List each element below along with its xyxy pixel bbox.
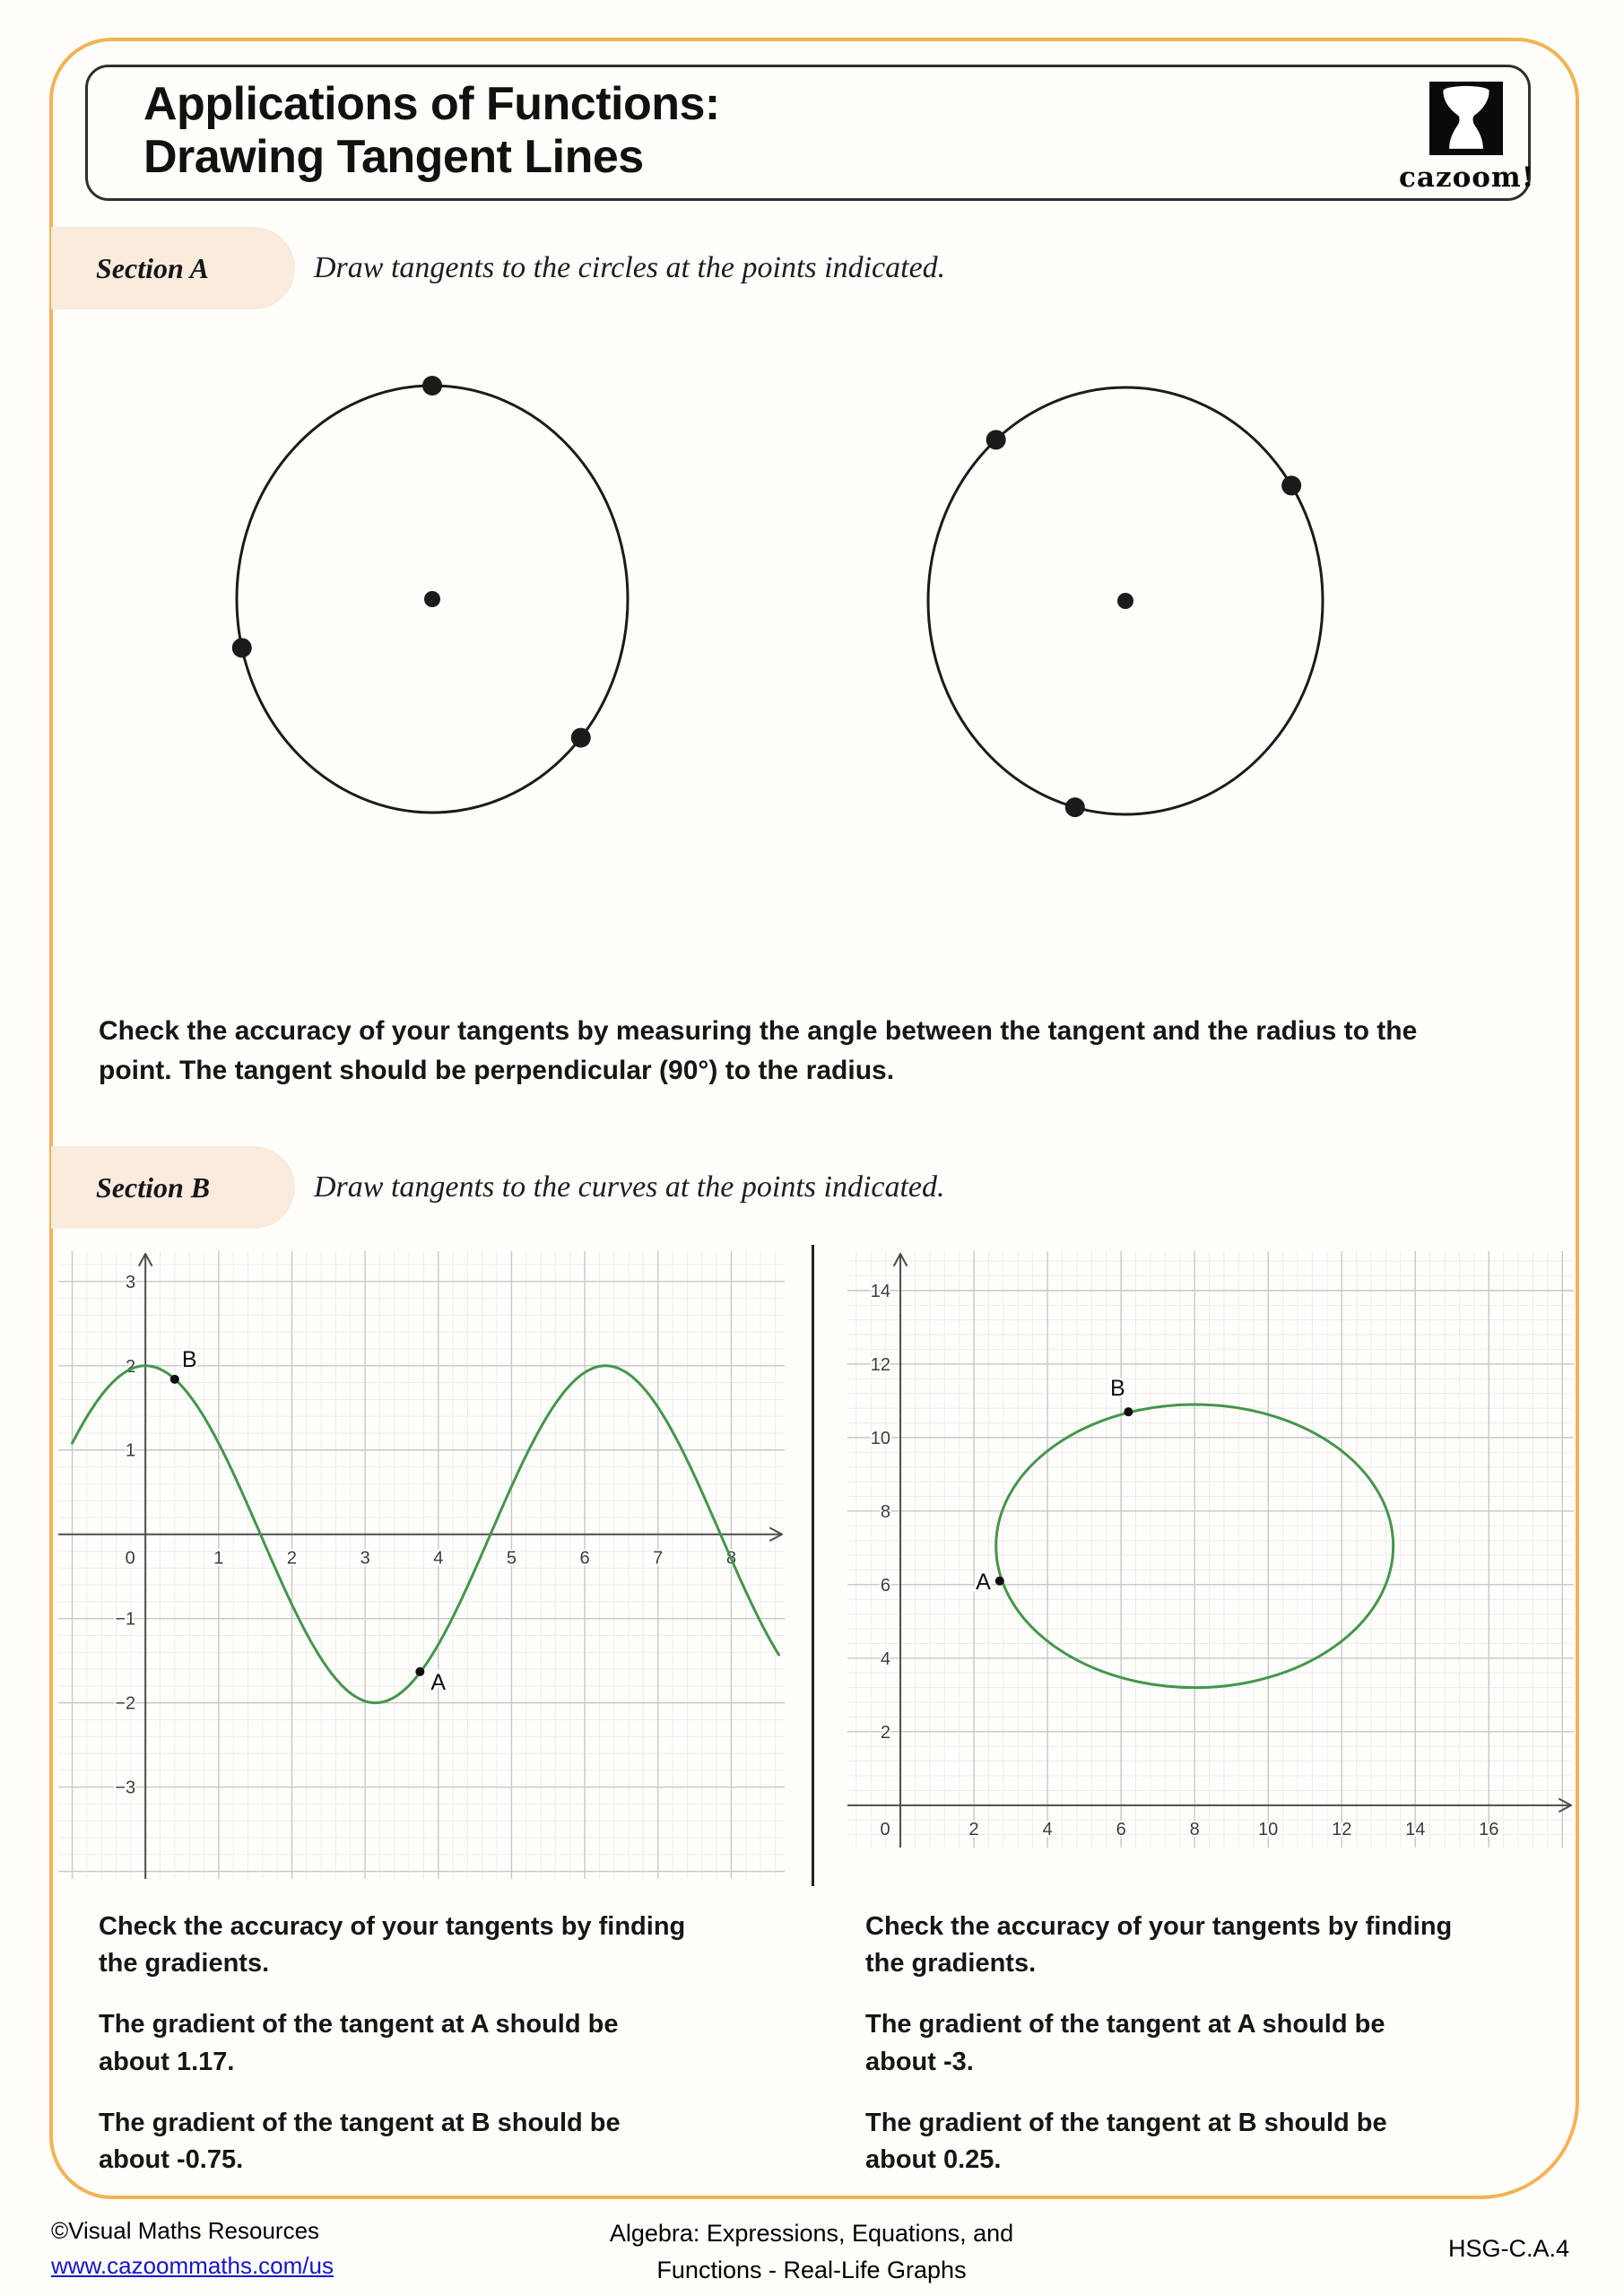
section-a-instruction: Draw tangents to the circles at the points indicated. — [314, 251, 946, 284]
svg-text:8: 8 — [1189, 1819, 1200, 1839]
graphs-divider — [812, 1245, 814, 1886]
svg-text:2: 2 — [968, 1819, 979, 1839]
page-title-line1: Applications of Functions: — [143, 78, 720, 130]
svg-text:8: 8 — [725, 1548, 736, 1569]
svg-text:3: 3 — [360, 1548, 370, 1569]
svg-text:14: 14 — [1405, 1819, 1426, 1839]
section-b-label — [51, 1146, 295, 1229]
svg-text:6: 6 — [579, 1548, 590, 1569]
svg-text:10: 10 — [870, 1428, 891, 1448]
svg-text:5: 5 — [506, 1548, 517, 1569]
results-right-gradient-b: The gradient of the tangent at B should be about 0.25. — [865, 2108, 1387, 2174]
svg-text:A: A — [430, 1669, 447, 1695]
cazoom-logo — [1399, 82, 1533, 194]
logo-wordmark: cazoom! — [1399, 161, 1535, 194]
svg-text:B: B — [1109, 1376, 1125, 1402]
svg-text:12: 12 — [1332, 1819, 1352, 1839]
section-a-note: Check the accuracy of your tangents by measuring the angle between the tangent and the radius to the point. The tangent should be perpendicular (90°) to the radius. — [99, 1016, 1418, 1085]
svg-text:−2: −2 — [115, 1693, 136, 1714]
svg-text:3: 3 — [126, 1272, 136, 1292]
svg-text:−1: −1 — [115, 1609, 136, 1630]
svg-text:12: 12 — [870, 1354, 891, 1375]
svg-text:6: 6 — [1116, 1819, 1126, 1839]
results-left-gradient-b: The gradient of the tangent at B should be about -0.75. — [99, 2108, 621, 2174]
results-right-gradient-a: The gradient of the tangent at A should be about -3. — [865, 2010, 1385, 2076]
footer-copyright: ©Visual Maths Resources — [51, 2217, 320, 2244]
svg-text:10: 10 — [1258, 1819, 1279, 1839]
svg-text:2: 2 — [126, 1356, 136, 1377]
footer-topic-line2: Functions - Real-Life Graphs — [656, 2256, 967, 2283]
section-a-label-text: Section A — [96, 251, 209, 284]
results-right — [865, 1909, 1462, 2203]
results-left — [99, 1909, 695, 2203]
cosine-graph — [58, 1251, 785, 1879]
svg-text:0: 0 — [880, 1819, 890, 1839]
drum-icon — [1429, 82, 1503, 155]
section-b-instruction: Draw tangents to the curves at the points indicated. — [314, 1170, 945, 1204]
svg-text:2: 2 — [286, 1548, 298, 1569]
svg-text:4: 4 — [1042, 1819, 1053, 1839]
page-title-line2: Drawing Tangent Lines — [143, 130, 644, 183]
footer-topic-line1: Algebra: Expressions, Equations, and — [609, 2220, 1014, 2247]
footer-code: HSG-C.A.4 — [1447, 2235, 1569, 2262]
svg-text:8: 8 — [880, 1501, 891, 1522]
svg-text:1: 1 — [213, 1548, 224, 1569]
footer-topic — [493, 2215, 1130, 2288]
svg-text:4: 4 — [433, 1548, 444, 1569]
svg-text:0: 0 — [125, 1548, 135, 1569]
svg-text:7: 7 — [653, 1548, 664, 1569]
results-left-intro: Check the accuracy of your tangents by finding the gradients. — [99, 1912, 686, 1979]
results-right-intro: Check the accuracy of your tangents by finding the gradients. — [865, 1912, 1453, 1979]
footer-link[interactable]: www.cazoommaths.com/us — [51, 2252, 334, 2279]
section-a-label — [51, 227, 295, 309]
svg-text:−3: −3 — [115, 1778, 136, 1798]
circle-diagrams — [0, 341, 1624, 879]
svg-text:B: B — [181, 1346, 197, 1372]
svg-text:1: 1 — [126, 1440, 136, 1461]
footer-attribution — [51, 2213, 334, 2283]
header — [85, 65, 1535, 201]
section-b-label-text: Section B — [96, 1170, 211, 1204]
page-title — [143, 78, 720, 184]
svg-text:14: 14 — [870, 1281, 891, 1301]
svg-text:4: 4 — [880, 1648, 891, 1669]
svg-text:16: 16 — [1479, 1819, 1499, 1839]
results-left-gradient-a: The gradient of the tangent at A should be about 1.17. — [99, 2010, 619, 2076]
ellipse-graph — [847, 1251, 1574, 1848]
svg-text:6: 6 — [880, 1575, 891, 1596]
svg-text:2: 2 — [880, 1722, 891, 1743]
svg-text:A: A — [976, 1569, 991, 1595]
